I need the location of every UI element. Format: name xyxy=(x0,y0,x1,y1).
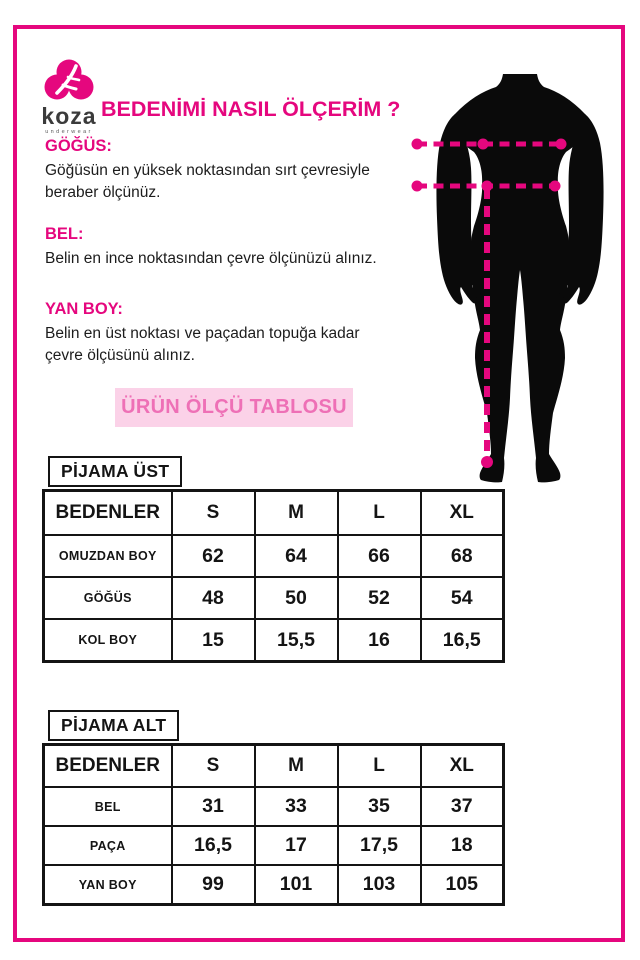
section-yanboy xyxy=(45,300,413,366)
brand-name: koza xyxy=(41,103,97,129)
header-cell: S xyxy=(172,745,255,788)
header-cell: S xyxy=(172,491,255,536)
value-cell: 35 xyxy=(338,787,421,826)
table-row xyxy=(44,577,504,619)
value-cell: 62 xyxy=(172,535,255,577)
section-text-line: beraber ölçünüz. xyxy=(45,183,161,201)
value-cell: 68 xyxy=(421,535,504,577)
value-cell: 17,5 xyxy=(338,826,421,865)
value-cell: 15,5 xyxy=(255,619,338,662)
value-cell: 17 xyxy=(255,826,338,865)
value-cell: 37 xyxy=(421,787,504,826)
value-cell: 18 xyxy=(421,826,504,865)
value-cell: 15 xyxy=(172,619,255,662)
pijama-alt-table xyxy=(42,743,505,906)
page-title: BEDENİMİ NASIL ÖLÇERİM ? xyxy=(101,97,401,121)
brand-subtitle: underwear xyxy=(45,129,93,135)
table-header-row xyxy=(44,491,504,536)
value-cell: 99 xyxy=(172,865,255,905)
section-text-line: Belin en ince noktasından çevre ölçünüzü alınız. xyxy=(45,250,377,267)
section-gogus xyxy=(45,137,413,203)
value-cell: 105 xyxy=(421,865,504,905)
table-row xyxy=(44,865,504,905)
row-label-cell: PAÇA xyxy=(44,826,172,865)
value-cell: 48 xyxy=(172,577,255,619)
table-label-pijama-alt: PİJAMA ALT xyxy=(48,710,179,741)
value-cell: 33 xyxy=(255,787,338,826)
section-text-line: çevre ölçüsünü alınız. xyxy=(45,346,195,364)
section-heading-gogus: GÖĞÜS: xyxy=(45,137,112,155)
value-cell: 16 xyxy=(338,619,421,662)
koza-cocoon-flower-icon xyxy=(43,59,95,103)
value-cell: 103 xyxy=(338,865,421,905)
row-label-cell: YAN BOY xyxy=(44,865,172,905)
table-row xyxy=(44,619,504,662)
section-heading-bel: BEL: xyxy=(45,225,84,243)
header-cell: XL xyxy=(421,745,504,788)
value-cell: 101 xyxy=(255,865,338,905)
section-text-line: Belin en üst noktası ve paçadan topuğa kadar xyxy=(45,325,360,342)
row-label-cell: GÖĞÜS xyxy=(44,577,172,619)
banner-label: ÜRÜN ÖLÇÜ TABLOSU xyxy=(121,396,347,418)
value-cell: 16,5 xyxy=(421,619,504,662)
table-row xyxy=(44,787,504,826)
value-cell: 54 xyxy=(421,577,504,619)
section-bel xyxy=(45,225,413,270)
header-cell: BEDENLER xyxy=(44,745,172,788)
table-header-row xyxy=(44,745,504,788)
value-cell: 16,5 xyxy=(172,826,255,865)
value-cell: 31 xyxy=(172,787,255,826)
value-cell: 52 xyxy=(338,577,421,619)
row-label-cell: KOL BOY xyxy=(44,619,172,662)
header-cell: BEDENLER xyxy=(44,491,172,536)
table-row xyxy=(44,826,504,865)
header-cell: L xyxy=(338,745,421,788)
row-label-cell: OMUZDAN BOY xyxy=(44,535,172,577)
female-body-silhouette xyxy=(408,58,613,490)
header-cell: M xyxy=(255,745,338,788)
value-cell: 64 xyxy=(255,535,338,577)
header-cell: M xyxy=(255,491,338,536)
header-cell: XL xyxy=(421,491,504,536)
table-row xyxy=(44,535,504,577)
pijama-ust-table xyxy=(42,489,505,663)
section-heading-yanboy: YAN BOY: xyxy=(45,300,123,318)
row-label-cell: BEL xyxy=(44,787,172,826)
brand-logo xyxy=(40,59,98,135)
header-cell: L xyxy=(338,491,421,536)
size-table-banner xyxy=(115,388,353,427)
table-label-pijama-ust: PİJAMA ÜST xyxy=(48,456,182,487)
section-text-line: Göğüsün en yüksek noktasından sırt çevresiyle xyxy=(45,162,370,179)
value-cell: 50 xyxy=(255,577,338,619)
value-cell: 66 xyxy=(338,535,421,577)
